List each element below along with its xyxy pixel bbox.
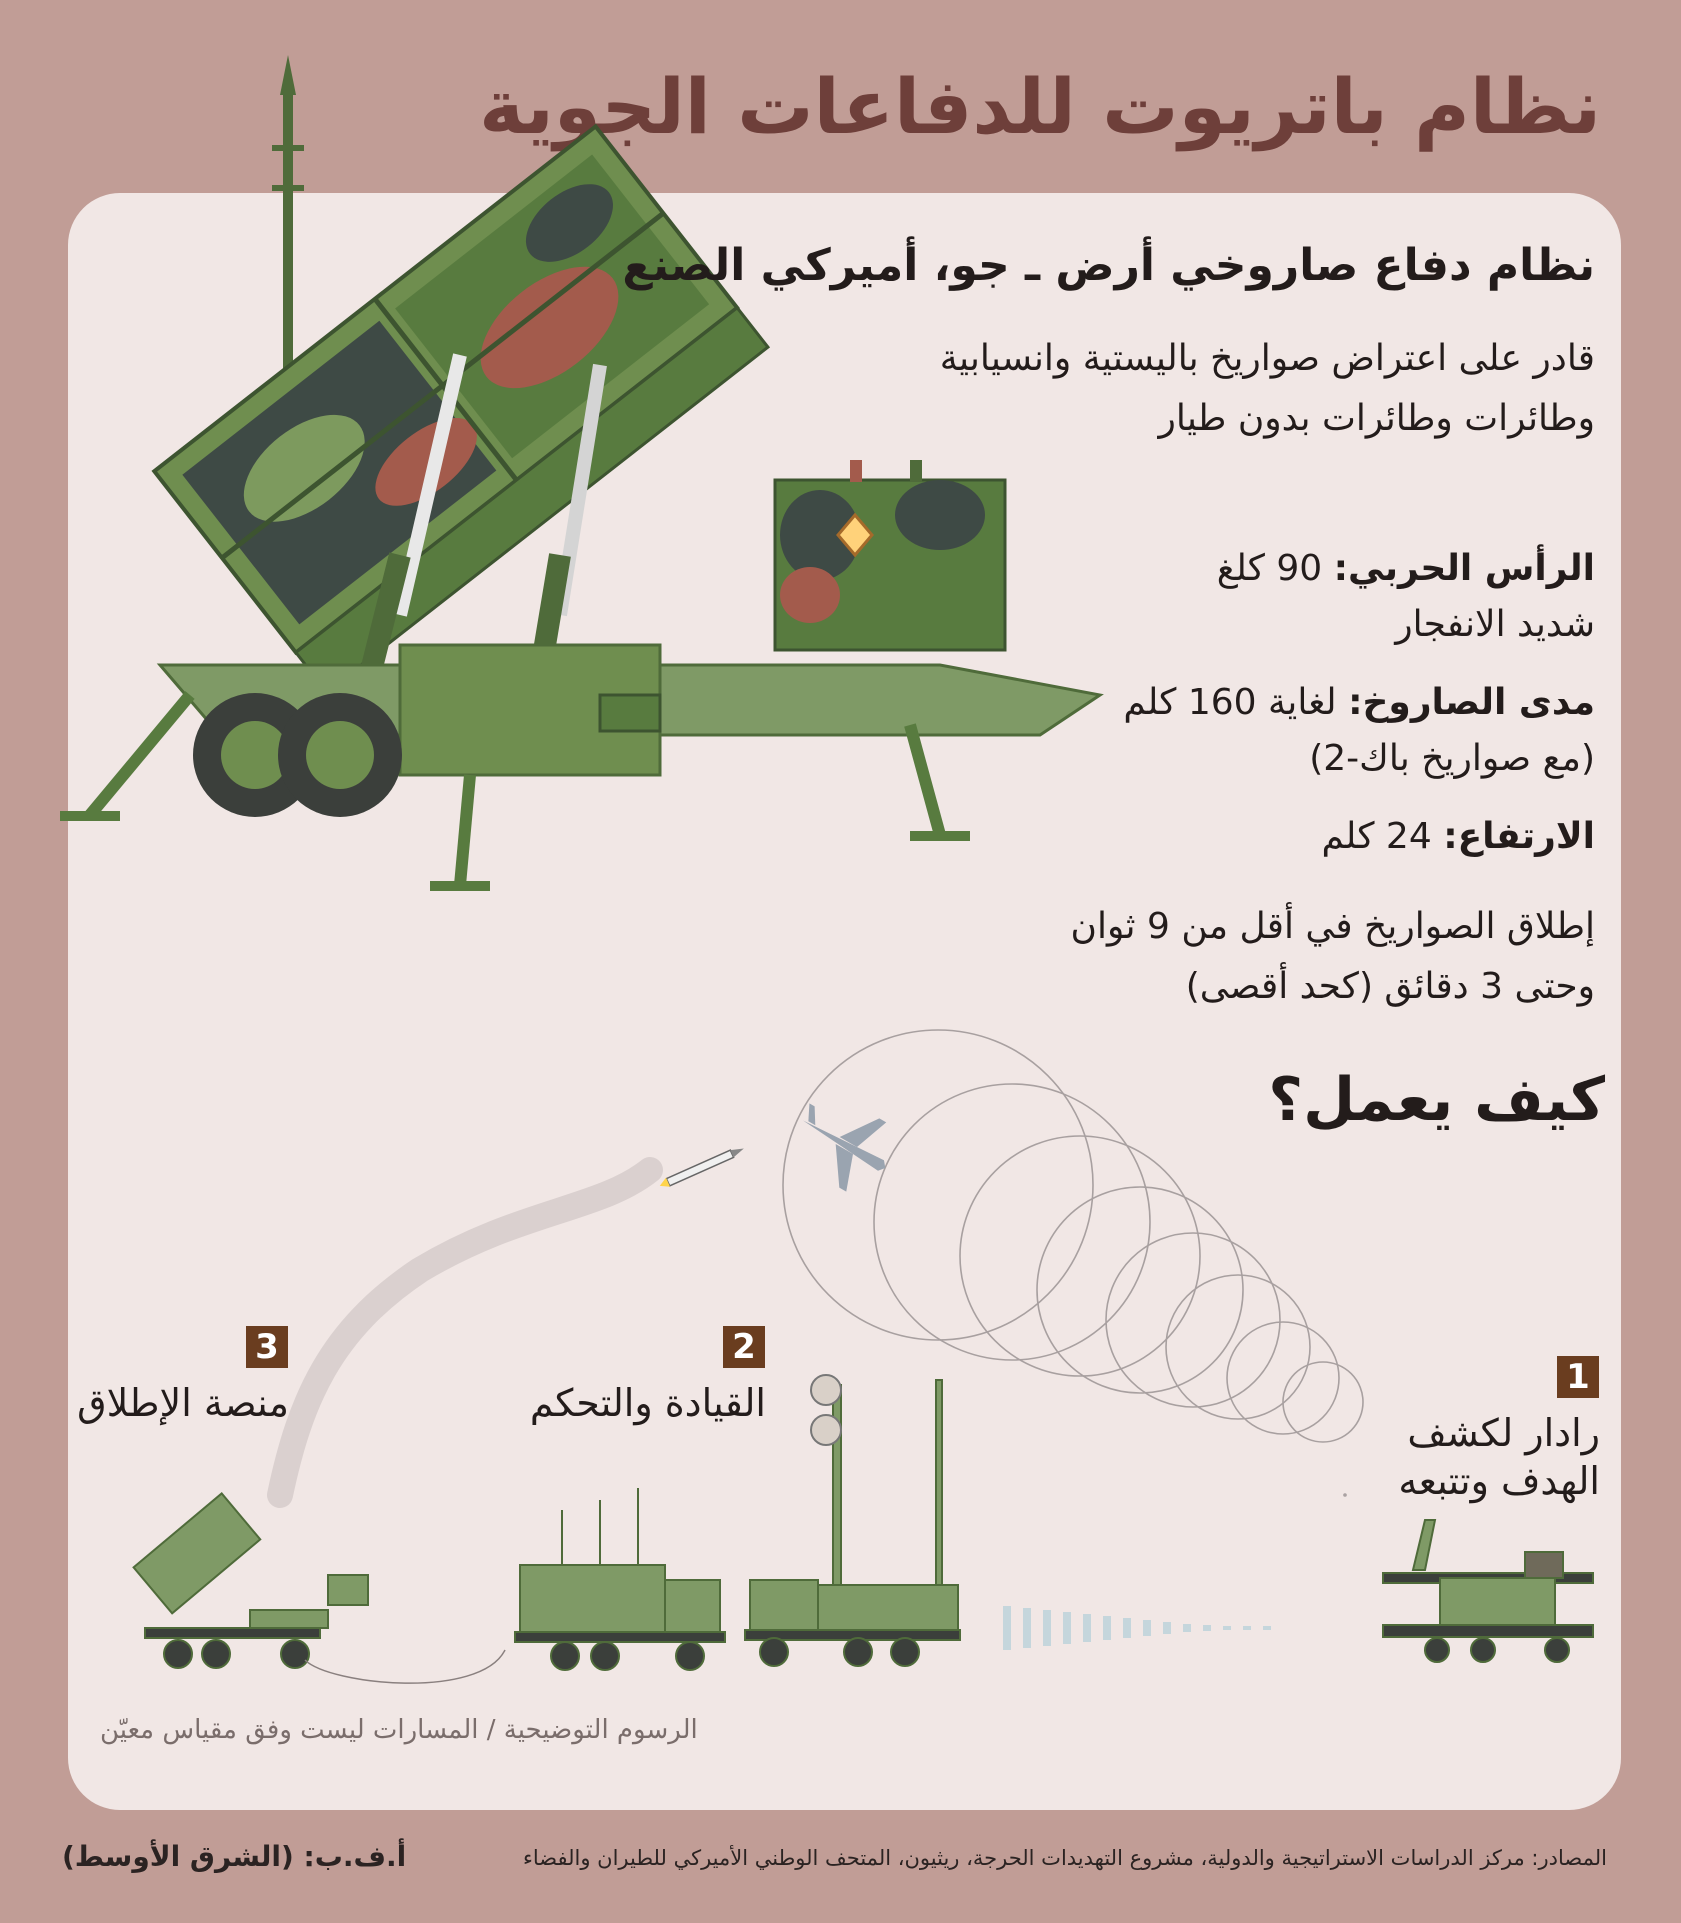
description-line-2: وطائرات وطائرات بدون طيار <box>1158 398 1595 439</box>
connection-cable <box>305 1650 505 1683</box>
step-3-badge: 3 <box>246 1326 288 1368</box>
jet-icon <box>780 1084 905 1202</box>
step-1-badge: 1 <box>1557 1356 1599 1398</box>
launcher-icon <box>134 1493 368 1668</box>
credit: أ.ف.ب: (الشرق الأوسط) <box>62 1840 407 1873</box>
description-line-1: قادر على اعتراض صواريخ باليستية وانسيابية <box>939 338 1595 379</box>
spec-altitude-label: الارتفاع: <box>1443 816 1595 857</box>
sources: المصادر: مركز الدراسات الاستراتيجية والدولية، مشروع التهديدات الحرجة، ريثيون، المتحف الوطني الأميركي للطيران والفضاء <box>522 1846 1607 1870</box>
step-1-label-line1: رادار لكشف <box>1407 1411 1600 1455</box>
scale-note: الرسوم التوضيحية / المسارات ليست وفق مقياس معيّن <box>100 1715 698 1745</box>
subtitle: نظام دفاع صاروخي أرض ـ جو، أميركي الصنع <box>622 240 1595 291</box>
antenna-truck-icon <box>745 1375 960 1666</box>
spec-warhead-value: 90 كلغ <box>1216 548 1323 589</box>
spec-altitude-value: 24 كلم <box>1321 816 1432 857</box>
main-title: نظام باتريوت للدفاعات الجوية <box>479 62 1601 151</box>
spec-range-value: لغاية 160 كلم <box>1123 682 1337 723</box>
spec-warhead-label: الرأس الحربي: <box>1333 548 1595 589</box>
radar-beam <box>1003 1606 1271 1650</box>
how-it-works-title: كيف يعمل؟ <box>1268 1065 1605 1135</box>
radar-waves <box>783 1030 1363 1496</box>
spec-range-label: مدى الصاروخ: <box>1348 682 1595 723</box>
step-2-label: القيادة والتحكم <box>529 1381 766 1425</box>
spec-launch-line2: وحتى 3 دقائق (كحد أقصى) <box>1185 966 1595 1007</box>
missile-icon <box>658 1144 746 1191</box>
spec-range-line2: (مع صواريخ باك-2) <box>1309 738 1595 779</box>
step-3-label: منصة الإطلاق <box>77 1381 289 1425</box>
radar-vehicle-icon <box>1383 1520 1593 1662</box>
command-truck-icon <box>515 1488 725 1670</box>
spec-warhead-line2: شديد الانفجار <box>1395 604 1595 645</box>
step-1-label-line2: الهدف وتتبعه <box>1398 1459 1600 1503</box>
step-2-badge: 2 <box>723 1326 765 1368</box>
spec-launch-line1: إطلاق الصواريخ في أقل من 9 ثوان <box>1070 906 1595 947</box>
